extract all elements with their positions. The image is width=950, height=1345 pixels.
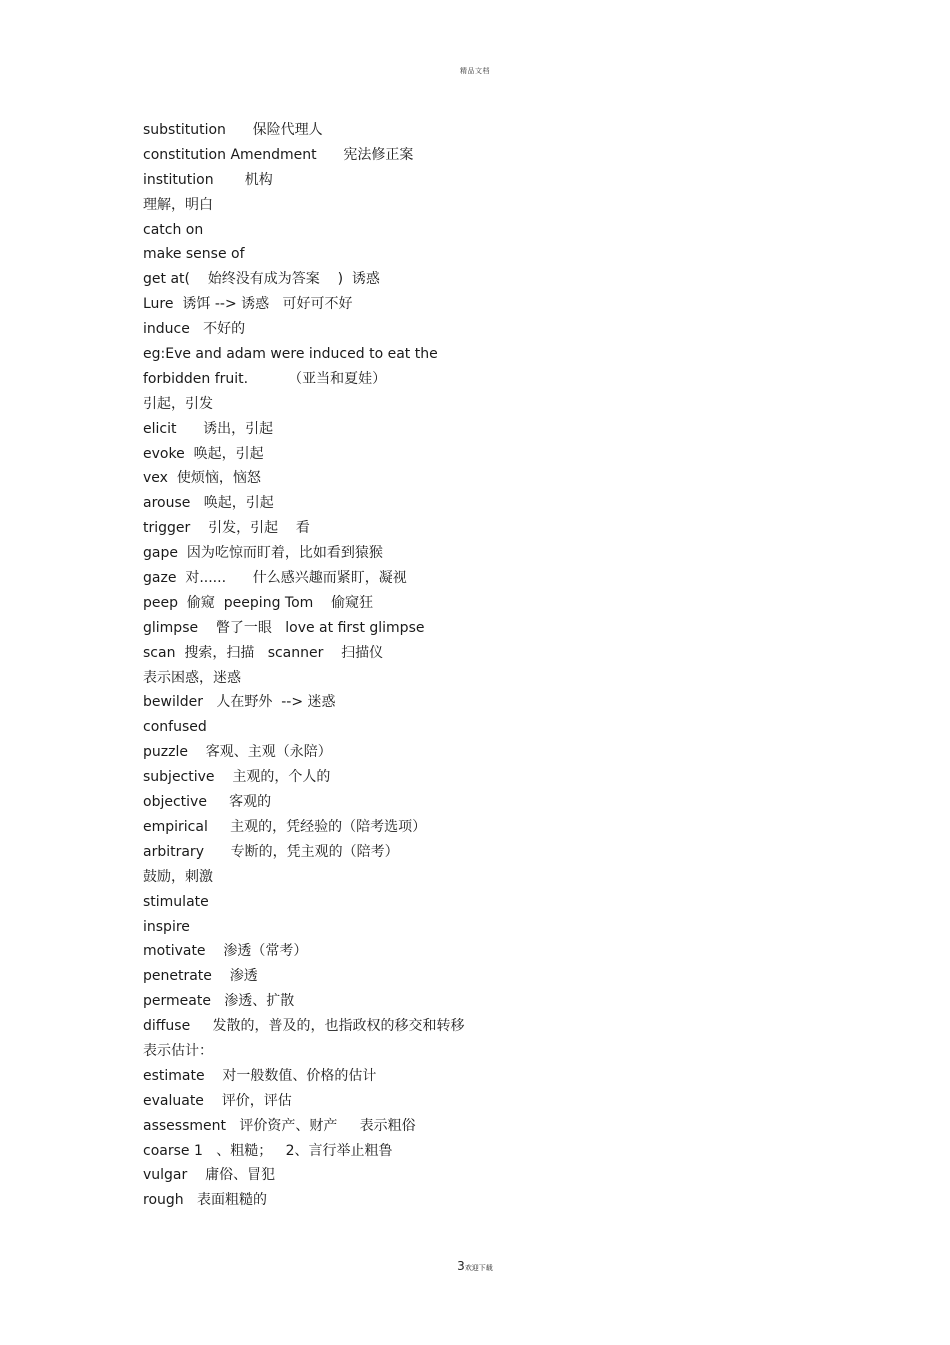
text-line: scan 搜索，扫描 scanner 扫描仪	[143, 644, 384, 661]
text-line: gape 因为吃惊而盯着，比如看到猿猴	[143, 545, 383, 562]
footer-text: 欢迎下载	[464, 1264, 493, 1272]
text-line: Lure 诱饵 --> 诱惑 可好可不好	[143, 296, 353, 313]
page-header: 精品文档	[460, 67, 490, 75]
text-line: substitution 保险代理人	[143, 122, 323, 138]
text-line: trigger 引发，引起 看	[143, 520, 310, 537]
text-line: vulgar 庸俗、冒犯	[143, 1167, 276, 1184]
text-line: elicit 诱出，引起	[143, 420, 274, 437]
text-line: evaluate 评价，评估	[143, 1092, 292, 1109]
text-line: 理解，明白	[143, 196, 213, 213]
text-line: catch on	[143, 221, 204, 238]
text-line: make sense of	[143, 246, 245, 263]
text-line: institution 机构	[143, 171, 273, 188]
text-line: peep 偷窥 peeping Tom 偷窥狂	[143, 594, 374, 611]
text-line: empirical 主观的，凭经验的（陪考选项）	[143, 818, 427, 835]
text-line: gaze 对...... 什么感兴趣而紧盯，凝视	[143, 570, 407, 587]
text-line: penetrate 渗透	[143, 968, 258, 985]
text-line: induce 不好的	[143, 321, 246, 338]
text-line: subjective 主观的，个人的	[143, 769, 331, 786]
text-line: estimate 对一般数值、价格的估计	[143, 1067, 377, 1084]
text-line: arouse 唤起，引起	[143, 495, 274, 512]
text-line: assessment 评价资产、财产 表示粗俗	[143, 1117, 416, 1134]
text-line: bewilder 人在野外 --> 迷惑	[143, 694, 336, 711]
text-line: inspire	[143, 918, 190, 935]
text-line: constitution Amendment 宪法修正案	[143, 146, 414, 163]
text-line: puzzle 客观、主观（永陪）	[143, 744, 332, 761]
text-line: stimulate	[143, 893, 209, 910]
text-line: arbitrary 专断的，凭主观的（陪考）	[143, 843, 399, 860]
text-line: get at( 始终没有成为答案 ) 诱惑	[143, 271, 380, 288]
text-line: permeate 渗透、扩散	[143, 993, 295, 1010]
text-line: evoke 唤起，引起	[143, 445, 264, 462]
text-line: motivate 渗透（常考）	[143, 943, 308, 960]
text-line: confused	[143, 719, 207, 736]
text-line: diffuse 发散的，普及的，也指政权的移交和转移	[143, 1018, 465, 1035]
text-line: 鼓励，刺激	[143, 868, 213, 885]
text-line: 引起，引发	[143, 395, 213, 412]
text-line: eg:Eve and adam were induced to eat the	[143, 346, 438, 363]
text-line: 表示困惑，迷惑	[143, 669, 241, 686]
text-line: glimpse 瞥了一眼 love at first glimpse	[143, 619, 425, 636]
text-line: objective 客观的	[143, 794, 272, 811]
text-line: vex 使烦恼，恼怒	[143, 470, 261, 487]
document-body	[143, 118, 843, 1213]
page-number: 3	[457, 1259, 465, 1273]
text-line: forbidden fruit. （亚当和夏娃）	[143, 370, 387, 387]
text-line: coarse 1 、粗糙； 2、言行举止粗鲁	[143, 1142, 393, 1159]
page-footer	[0, 1259, 950, 1273]
text-line: rough 表面粗糙的	[143, 1192, 267, 1209]
text-line: 表示估计：	[143, 1042, 213, 1059]
